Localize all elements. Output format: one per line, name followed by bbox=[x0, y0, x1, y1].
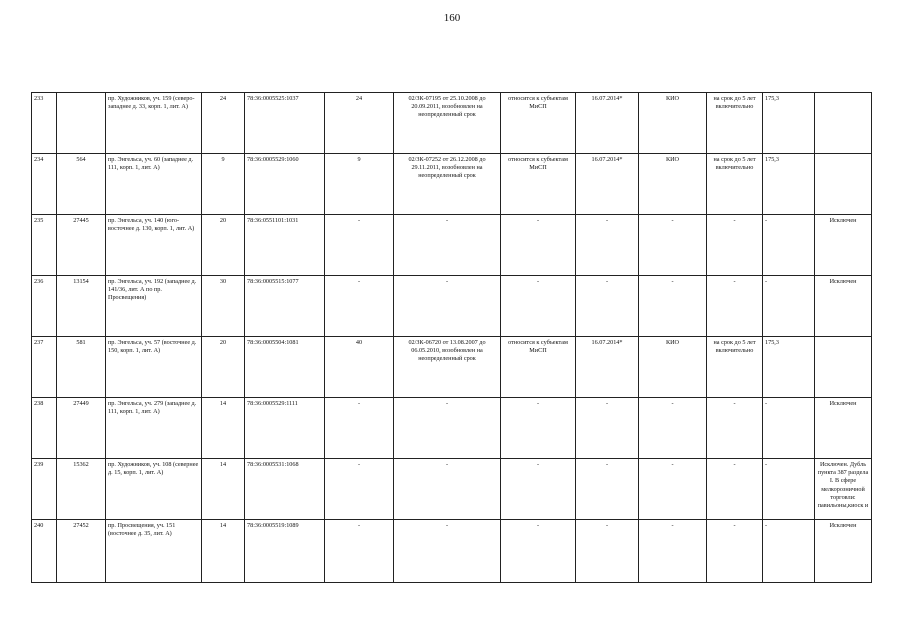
cell-cadastral-number: 78:36:0005519:1089 bbox=[245, 520, 325, 583]
cell-term: на срок до 5 лет включительно bbox=[707, 154, 763, 215]
cell-row-number: 236 bbox=[32, 276, 57, 337]
cell-term: на срок до 5 лет включительно bbox=[707, 337, 763, 398]
table-row bbox=[32, 215, 872, 276]
cell-cadastral-number: 78:36:0005515:1077 bbox=[245, 276, 325, 337]
cell-organization: - bbox=[639, 459, 707, 520]
cell-cadastral-number: 78:36:0005525:1037 bbox=[245, 93, 325, 154]
cell-contract: - bbox=[394, 398, 501, 459]
cell-address: пр. Энгельса, уч. 57 (восточнее д. 150, корп. 1, лит. А) bbox=[106, 337, 202, 398]
cell-area-total: 24 bbox=[325, 93, 394, 154]
cell-value: 175,3 bbox=[763, 154, 815, 215]
cell-area: 30 bbox=[202, 276, 245, 337]
cell-area-total: 9 bbox=[325, 154, 394, 215]
cell-address: пр. Художников, уч. 108 (севернее д. 15, корп. 1, лит. А) bbox=[106, 459, 202, 520]
cell-object-id: 13154 bbox=[57, 276, 106, 337]
cell-area: 9 bbox=[202, 154, 245, 215]
cell-value: - bbox=[763, 215, 815, 276]
cell-area-total: - bbox=[325, 215, 394, 276]
cell-date: - bbox=[576, 276, 639, 337]
cell-msp-status: относится к субъектам МиСП bbox=[501, 154, 576, 215]
cell-row-number: 233 bbox=[32, 93, 57, 154]
table-row bbox=[32, 337, 872, 398]
cell-row-number: 235 bbox=[32, 215, 57, 276]
cell-note bbox=[815, 93, 872, 154]
cell-address: пр. Художников, уч. 159 (северо-западнее д. 33, корп. 1, лит. А) bbox=[106, 93, 202, 154]
cell-area-total: - bbox=[325, 276, 394, 337]
cell-cadastral-number: 78:36:0005504:1081 bbox=[245, 337, 325, 398]
cell-term: - bbox=[707, 215, 763, 276]
cell-cadastral-number: 78:36:0551101:1031 bbox=[245, 215, 325, 276]
cell-value: - bbox=[763, 520, 815, 583]
cell-object-id: 581 bbox=[57, 337, 106, 398]
cell-msp-status: - bbox=[501, 276, 576, 337]
table-row bbox=[32, 276, 872, 337]
cell-cadastral-number: 78:36:0005529:1060 bbox=[245, 154, 325, 215]
cell-object-id: 15362 bbox=[57, 459, 106, 520]
cell-note: Исключен bbox=[815, 398, 872, 459]
cell-msp-status: - bbox=[501, 215, 576, 276]
cell-note: Исключен. Дубль пункта 387 раздела I. В сфере мелкорозничной торговли: павильоны,киоск и bbox=[815, 459, 872, 520]
cell-note: Исключен bbox=[815, 215, 872, 276]
cell-object-id: 564 bbox=[57, 154, 106, 215]
cell-term: - bbox=[707, 520, 763, 583]
cell-note bbox=[815, 154, 872, 215]
cell-note bbox=[815, 337, 872, 398]
cell-contract: - bbox=[394, 215, 501, 276]
cell-term: - bbox=[707, 459, 763, 520]
table-row bbox=[32, 154, 872, 215]
cell-cadastral-number: 78:36:0005531:1068 bbox=[245, 459, 325, 520]
cell-area: 14 bbox=[202, 459, 245, 520]
cell-msp-status: - bbox=[501, 520, 576, 583]
cell-cadastral-number: 78:36:0005529:1111 bbox=[245, 398, 325, 459]
cell-organization: КИО bbox=[639, 93, 707, 154]
table-row bbox=[32, 93, 872, 154]
cell-address: пр. Просвещения, уч. 151 (восточнее д. 35, лит. А) bbox=[106, 520, 202, 583]
cell-msp-status: - bbox=[501, 398, 576, 459]
cell-area-total: - bbox=[325, 398, 394, 459]
cell-msp-status: - bbox=[501, 459, 576, 520]
cell-note: Исключен bbox=[815, 276, 872, 337]
table-row bbox=[32, 459, 872, 520]
cell-value: 175,3 bbox=[763, 337, 815, 398]
cell-date: - bbox=[576, 520, 639, 583]
cell-date: 16.07.2014* bbox=[576, 337, 639, 398]
registry-table bbox=[31, 92, 872, 583]
cell-organization: КИО bbox=[639, 337, 707, 398]
cell-value: - bbox=[763, 398, 815, 459]
cell-area: 14 bbox=[202, 520, 245, 583]
cell-date: 16.07.2014* bbox=[576, 93, 639, 154]
cell-row-number: 238 bbox=[32, 398, 57, 459]
cell-object-id: 27449 bbox=[57, 398, 106, 459]
cell-term: - bbox=[707, 398, 763, 459]
cell-value: 175,3 bbox=[763, 93, 815, 154]
cell-contract: 02/ЗК-07252 от 26.12.2008 до 29.11.2011, возобновлен на неопределенный срок bbox=[394, 154, 501, 215]
cell-term: - bbox=[707, 276, 763, 337]
cell-area: 20 bbox=[202, 337, 245, 398]
cell-area: 24 bbox=[202, 93, 245, 154]
cell-contract: 02/ЗК-06720 от 13.08.2007 до 06.05.2010, возобновлен на неопределенный срок bbox=[394, 337, 501, 398]
cell-organization: КИО bbox=[639, 154, 707, 215]
cell-organization: - bbox=[639, 276, 707, 337]
cell-date: - bbox=[576, 398, 639, 459]
cell-contract: - bbox=[394, 459, 501, 520]
cell-address: пр. Энгельса, уч. 60 (западнее д. 111, корп. 1, лит. А) bbox=[106, 154, 202, 215]
cell-address: пр. Энгельса, уч. 140 (юго-восточнее д. 130, корп. 1, лит. А) bbox=[106, 215, 202, 276]
cell-area: 14 bbox=[202, 398, 245, 459]
cell-msp-status: относится к субъектам МиСП bbox=[501, 93, 576, 154]
cell-object-id: 27452 bbox=[57, 520, 106, 583]
cell-value: - bbox=[763, 459, 815, 520]
cell-organization: - bbox=[639, 520, 707, 583]
cell-date: - bbox=[576, 459, 639, 520]
cell-term: на срок до 5 лет включительно bbox=[707, 93, 763, 154]
cell-msp-status: относится к субъектам МиСП bbox=[501, 337, 576, 398]
cell-contract: - bbox=[394, 276, 501, 337]
cell-row-number: 237 bbox=[32, 337, 57, 398]
cell-value: - bbox=[763, 276, 815, 337]
cell-area-total: 40 bbox=[325, 337, 394, 398]
cell-area-total: - bbox=[325, 520, 394, 583]
cell-date: - bbox=[576, 215, 639, 276]
cell-area-total: - bbox=[325, 459, 394, 520]
table-row bbox=[32, 520, 872, 583]
cell-contract: 02/ЗК-07195 от 25.10.2008 до 20.09.2011, возобновлен на неопределенный срок bbox=[394, 93, 501, 154]
cell-row-number: 239 bbox=[32, 459, 57, 520]
cell-address: пр. Энгельса, уч. 279 (западнее д. 111, корп. 1, лит. А) bbox=[106, 398, 202, 459]
page-number: 160 bbox=[443, 12, 461, 24]
cell-area: 20 bbox=[202, 215, 245, 276]
cell-object-id: 27445 bbox=[57, 215, 106, 276]
cell-contract: - bbox=[394, 520, 501, 583]
cell-organization: - bbox=[639, 398, 707, 459]
cell-row-number: 240 bbox=[32, 520, 57, 583]
cell-object-id bbox=[57, 93, 106, 154]
cell-organization: - bbox=[639, 215, 707, 276]
cell-address: пр. Энгельса, уч. 192 (западнее д. 141/36, лит. А по пр. Просвещения) bbox=[106, 276, 202, 337]
cell-date: 16.07.2014* bbox=[576, 154, 639, 215]
cell-row-number: 234 bbox=[32, 154, 57, 215]
table-row bbox=[32, 398, 872, 459]
cell-note: Исключен bbox=[815, 520, 872, 583]
